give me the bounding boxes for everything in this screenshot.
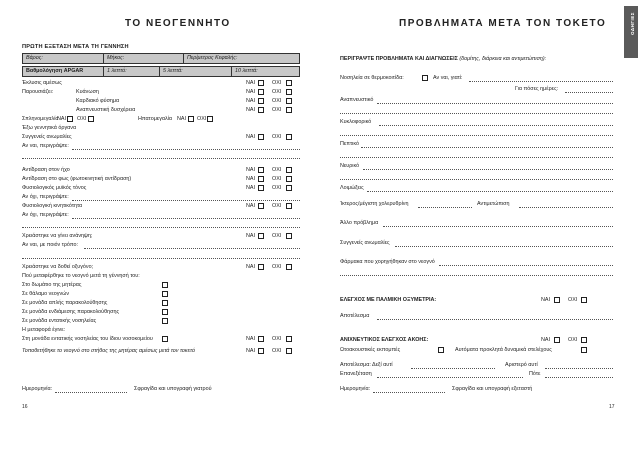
circulatory-line[interactable]	[340, 135, 613, 136]
no-label: ΟΧΙ	[272, 233, 282, 239]
no-label: ΟΧΙ	[272, 134, 282, 140]
date-line[interactable]	[373, 392, 445, 393]
splenomegaly-no-checkbox[interactable]	[88, 116, 94, 122]
congenital-line[interactable]	[395, 246, 613, 247]
label-skin-to-skin: Τοποθετήθηκε το νεογνό στο στήθος της μητέρας αμέσως μετά τον τοκετό	[22, 348, 195, 354]
neuro-line[interactable]	[363, 169, 613, 170]
describe-line[interactable]	[22, 158, 300, 159]
label-transfer: Πού μεταφέρθηκε το νεογνό μετά τη γέννησή του:	[22, 273, 140, 279]
medications-line[interactable]	[340, 275, 613, 276]
yes-label: ΝΑΙ	[246, 107, 255, 113]
yes-label: ΝΑΙ	[246, 185, 255, 191]
light-no-checkbox[interactable]	[286, 176, 292, 182]
yes-label: ΝΑΙ	[246, 98, 255, 104]
cyanosis-yes-checkbox[interactable]	[258, 89, 264, 95]
yes-label: ΝΑΙ	[246, 336, 255, 342]
result-label: Αποτέλεσμα	[340, 313, 370, 319]
sound-no-checkbox[interactable]	[286, 167, 292, 173]
label-splenomegaly: Σπληνομεγαλία	[22, 116, 59, 122]
label-simple-unit: Σε μονάδα απλής παρακολούθησης	[22, 300, 108, 306]
no-label: ΟΧΙ	[272, 176, 282, 182]
infections-label: Λοιμώξεις	[340, 185, 364, 191]
no-label: ΟΧΙ	[272, 89, 282, 95]
apgar-1min-field[interactable]: 1 λεπτό:	[103, 67, 159, 76]
how-line[interactable]	[22, 258, 300, 259]
label-heart-murmur: Καρδιακό φύσημα	[76, 98, 120, 104]
no-label: ΟΧΙ	[272, 80, 282, 86]
describe-line[interactable]	[72, 149, 300, 150]
apgar-label: Βαθμολόγηση APGAR	[26, 68, 84, 74]
oxygen-yes-checkbox[interactable]	[258, 264, 264, 270]
skin-no-checkbox[interactable]	[286, 348, 292, 354]
no-label: ΟΧΙ	[77, 116, 87, 122]
label-presents: Παρουσιάζει:	[22, 89, 54, 95]
icu-same-no-checkbox[interactable]	[286, 336, 292, 342]
no-label: ΟΧΙ	[272, 107, 282, 113]
label-motility: Φυσιολογική κινητικότητα	[22, 203, 83, 209]
motility-no-checkbox[interactable]	[286, 203, 292, 209]
medications-label: Φάρμακα που χορηγήθηκαν στο νεογνό	[340, 259, 435, 265]
date-line[interactable]	[55, 392, 127, 393]
aabr-checkbox[interactable]	[581, 347, 587, 353]
examiner-sign-label: Σφραγίδα και υπογραφή εξεταστή	[452, 386, 533, 392]
simple-unit-checkbox[interactable]	[162, 300, 168, 306]
doctor-sign-label: Σφραγίδα και υπογραφή γιατρού	[134, 386, 212, 392]
neuro-line[interactable]	[340, 179, 613, 180]
respiratory-label: Αναπνευστικό	[340, 97, 374, 103]
yes-label: ΝΑΙ	[246, 203, 255, 209]
date-label: Ημερομηνία:	[22, 386, 53, 392]
motility-yes-checkbox[interactable]	[258, 203, 264, 209]
hearing-yes-checkbox[interactable]	[554, 337, 560, 343]
hearing-title: ΑΝΙΧΝΕΥΤΙΚΟΣ ΕΛΕΓΧΟΣ ΑΚΟΗΣ:	[340, 337, 429, 343]
treatment-label: Αντιμετώπιση	[477, 201, 510, 207]
other-problem-label: Άλλο πρόβλημα	[340, 220, 379, 226]
oae-label: Ωτοακουστικές εκπομπές	[340, 347, 401, 353]
no-label: ΟΧΙ	[272, 203, 282, 209]
incubator-checkbox[interactable]	[422, 75, 428, 81]
cry-no-checkbox[interactable]	[286, 80, 292, 86]
apgar-10min-field[interactable]: 10 λεπτά:	[231, 67, 301, 76]
sound-yes-checkbox[interactable]	[258, 167, 264, 173]
distress-no-checkbox[interactable]	[286, 107, 292, 113]
retest-line[interactable]	[377, 377, 523, 378]
resus-yes-checkbox[interactable]	[258, 233, 264, 239]
yes-label: ΝΑΙ	[541, 337, 550, 343]
digestive-line[interactable]	[361, 147, 613, 148]
digestive-label: Πεπτικό	[340, 141, 359, 147]
cry-yes-checkbox[interactable]	[258, 80, 264, 86]
icu-same-yes-checkbox[interactable]	[258, 336, 264, 342]
days-label: Για πόσες ημέρες:	[515, 86, 559, 92]
murmur-yes-checkbox[interactable]	[258, 98, 264, 104]
yes-label: ΝΑΙ	[246, 89, 255, 95]
result-line[interactable]	[377, 319, 613, 320]
congenital-yes-checkbox[interactable]	[258, 134, 264, 140]
hearing-no-checkbox[interactable]	[581, 337, 587, 343]
label-congenital: Συγγενείς ανωμαλίες	[22, 134, 72, 140]
if-yes-label: Αν ναι, γιατί:	[433, 75, 463, 81]
tone-yes-checkbox[interactable]	[258, 185, 264, 191]
splenomegaly-yes-checkbox[interactable]	[67, 116, 73, 122]
cyanosis-no-checkbox[interactable]	[286, 89, 292, 95]
tone-no-checkbox[interactable]	[286, 185, 292, 191]
yes-label: ΝΑΙ	[246, 80, 255, 86]
yes-label: ΝΑΙ	[246, 264, 255, 270]
when-label: Πότε	[529, 371, 541, 377]
length-field[interactable]: Μήκος:	[103, 54, 183, 63]
oxygen-no-checkbox[interactable]	[286, 264, 292, 270]
no-label: ΟΧΙ	[568, 297, 578, 303]
page-title-newborn: ΤΟ ΝΕΟΓΕΝΝΗΤΟ	[125, 18, 231, 29]
incubator-label: Νοσηλεία σε θερμοκοιτίδα:	[340, 75, 404, 81]
congenital-label: Συγγενείς ανωμαλίες	[340, 240, 390, 246]
label-intermediate-unit: Σε μονάδα ενδιάμεσης παρακολούθησης	[22, 309, 120, 315]
how-line[interactable]	[84, 248, 300, 249]
yes-label: ΝΑΙ	[246, 176, 255, 182]
label-transfer-done: Η μεταφορά έγινε:	[22, 327, 66, 333]
no-label: ΟΧΙ	[272, 185, 282, 191]
no-label: ΟΧΙ	[272, 98, 282, 104]
left-ear-line[interactable]	[545, 368, 613, 369]
describe-line[interactable]	[72, 200, 300, 201]
no-label: ΟΧΙ	[272, 348, 282, 354]
respiratory-line[interactable]	[340, 113, 613, 114]
label-describe: Αν όχι, περιγράψτε:	[22, 194, 69, 200]
circulatory-line[interactable]	[379, 125, 613, 126]
medications-line[interactable]	[439, 265, 613, 266]
oae-checkbox[interactable]	[438, 347, 444, 353]
page-title-problems: ΠΡΟΒΛΗΜΑΤΑ ΜΕΤΑ ΤΟΝ ΤΟΚΕΤΟ	[399, 18, 607, 29]
label-muscle-tone: Φυσιολογικός μυϊκός τόνος	[22, 185, 87, 191]
section-tab-label: ΟΔΗΓΙΕΣ	[630, 12, 635, 36]
retest-label: Επανεξέταση	[340, 371, 372, 377]
right-ear-line[interactable]	[411, 368, 495, 369]
right-page	[319, 0, 638, 458]
problems-intro	[340, 56, 546, 63]
hepatomegaly-yes-checkbox[interactable]	[188, 116, 194, 122]
neuro-label: Νευρικό	[340, 163, 360, 169]
label-respiratory-distress: Αναπνευστική δυσχέρεια	[76, 107, 136, 113]
describe-line[interactable]	[72, 218, 300, 219]
label-describe: Αν ναι, περιγράψτε:	[22, 143, 69, 149]
label-sound: Αντίδραση στον ήχο	[22, 167, 70, 173]
yes-label: ΝΑΙ	[246, 233, 255, 239]
label-same-hospital: Στη μονάδα εντατικής νοσηλείας του ίδιου νοσοκομείου	[22, 336, 153, 342]
label-resuscitation: Χρειάστηκε να γίνει ανάνηψη;	[22, 233, 93, 239]
yes-label: ΝΑΙ	[57, 116, 66, 122]
treatment-line[interactable]	[519, 207, 613, 208]
distress-yes-checkbox[interactable]	[258, 107, 264, 113]
no-label: ΟΧΙ	[568, 337, 578, 343]
label-light: Αντίδραση στο φως (φωτοκινητική αντίδραση)	[22, 176, 132, 182]
hepatomegaly-no-checkbox[interactable]	[207, 116, 213, 122]
label-how: Αν ναι, με ποιόν τρόπο:	[22, 242, 78, 248]
jaundice-label: Ίκτερος/μέγιστη χολερυθρίνη	[340, 201, 409, 207]
date-label: Ημερομηνία:	[340, 386, 371, 392]
resus-no-checkbox[interactable]	[286, 233, 292, 239]
apgar-row	[22, 66, 300, 77]
label-cry: Έκλυσις αμέσως	[22, 80, 62, 86]
label-hepatomegaly: Ηπατομεγαλία	[138, 116, 173, 122]
section-subtitle: ΠΡΩΤΗ ΕΞΕΤΑΣΗ ΜΕΤΑ ΤΗ ΓΕΝΝΗΣΗ	[22, 44, 129, 50]
yes-label: ΝΑΙ	[541, 297, 550, 303]
weight-field[interactable]: Βάρος:	[26, 55, 43, 61]
bilirubin-line[interactable]	[418, 207, 472, 208]
icu-checkbox[interactable]	[162, 318, 168, 324]
when-line[interactable]	[545, 377, 613, 378]
apgar-5min-field[interactable]: 5 λεπτά:	[159, 67, 231, 76]
page-number: 16	[22, 404, 28, 410]
left-ear-label: Αριστερό αυτί	[505, 362, 538, 368]
congenital-no-checkbox[interactable]	[286, 134, 292, 140]
label-mother-room: Στο δωμάτιο της μητέρας	[22, 282, 82, 288]
days-line[interactable]	[565, 92, 613, 93]
measurements-row	[22, 53, 300, 64]
label-icu: Σε μονάδα εντατικής νοσηλείας	[22, 318, 97, 324]
label-genitals: Έξω γεννητικά όργανα	[22, 125, 77, 131]
circulatory-label: Κυκλοφορικό	[340, 119, 372, 125]
pulse-ox-yes-checkbox[interactable]	[554, 297, 560, 303]
no-label: ΟΧΙ	[272, 336, 282, 342]
right-ear-label: Αποτέλεσμα: Δεξί αυτί	[340, 362, 393, 368]
pulse-ox-title: ΕΛΕΓΧΟΣ ΜΕ ΠΑΛΜΙΚΗ ΟΞΥΜΕΤΡΙΑ:	[340, 297, 437, 303]
head-circumference-field[interactable]: Περίμετρος Κεφαλής:	[183, 54, 301, 63]
label-cyanosis: Κυάνωση	[76, 89, 99, 95]
intermediate-unit-checkbox[interactable]	[162, 309, 168, 315]
label-oxygen: Χρειάστηκε να δοθεί οξυγόνο;	[22, 264, 94, 270]
yes-label: ΝΑΙ	[246, 167, 255, 173]
no-label: ΟΧΙ	[197, 116, 207, 122]
same-hospital-checkbox[interactable]	[162, 336, 168, 342]
aabr-label: Αυτόματα προκλητά δυναμικά στελέχους	[455, 347, 552, 353]
label-describe: Αν όχι, περιγράψτε:	[22, 212, 69, 218]
no-label: ΟΧΙ	[272, 167, 282, 173]
infections-line[interactable]	[367, 191, 613, 192]
respiratory-line[interactable]	[377, 103, 613, 104]
pulse-ox-no-checkbox[interactable]	[581, 297, 587, 303]
digestive-line[interactable]	[340, 157, 613, 158]
murmur-no-checkbox[interactable]	[286, 98, 292, 104]
page-number: 17	[609, 404, 615, 410]
intro-bold: ΠΕΡΙΓΡΑΨΤΕ ΠΡΟΒΛΗΜΑΤΑ ΚΑΙ ΔΙΑΓΝΩΣΕΙΣ	[340, 56, 458, 62]
yes-label: ΝΑΙ	[246, 348, 255, 354]
yes-label: ΝΑΙ	[246, 134, 255, 140]
no-label: ΟΧΙ	[272, 264, 282, 270]
if-yes-line[interactable]	[469, 81, 613, 82]
yes-label: ΝΑΙ	[177, 116, 186, 122]
nursery-checkbox[interactable]	[162, 291, 168, 297]
light-yes-checkbox[interactable]	[258, 176, 264, 182]
intro-rest: (δομίτης, διάρκεια και αντιμετώπιση):	[459, 56, 547, 62]
skin-yes-checkbox[interactable]	[258, 348, 264, 354]
other-problem-line[interactable]	[383, 226, 613, 227]
describe-line[interactable]	[22, 227, 300, 228]
label-nursery: Σε θάλαμο νεογνών	[22, 291, 70, 297]
mother-room-checkbox[interactable]	[162, 282, 168, 288]
